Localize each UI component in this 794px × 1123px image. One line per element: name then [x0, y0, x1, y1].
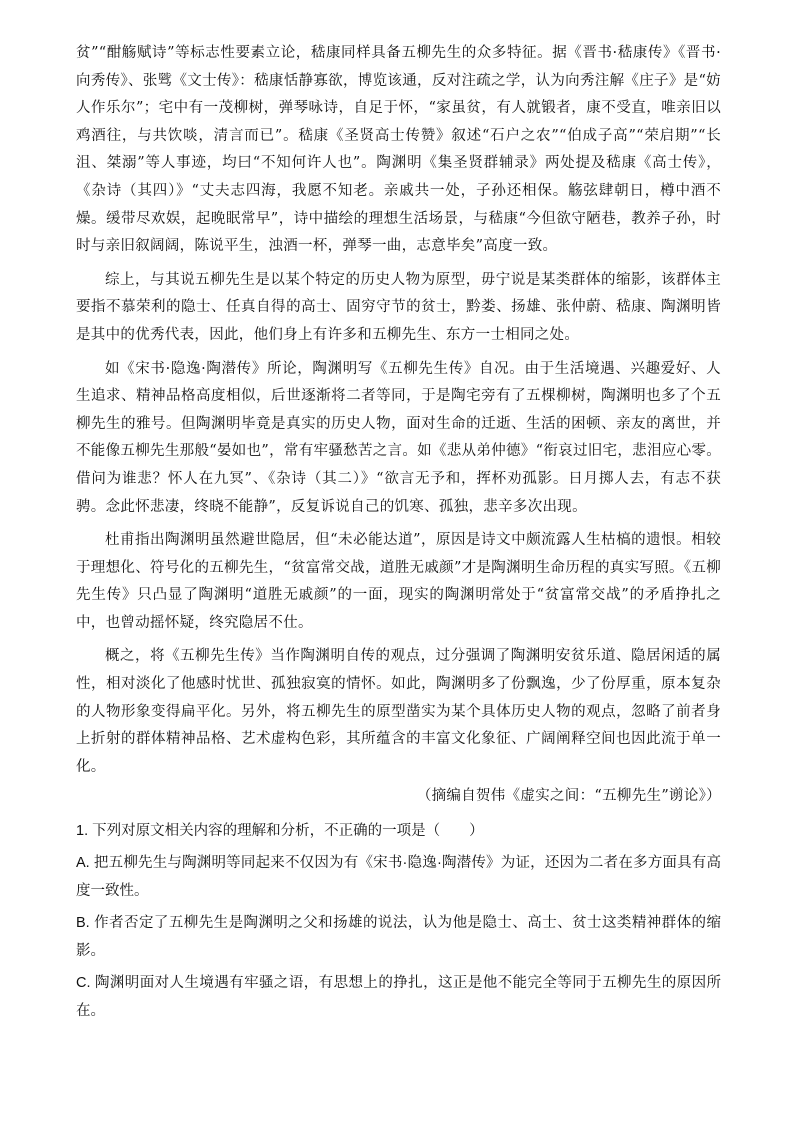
question-option-c: C. 陶渊明面对人生境遇有牢骚之语，有思想上的挣扎，这正是他不能完全等同于五柳先生的原因所在。	[76, 975, 721, 1020]
document-page	[76, 40, 721, 1025]
question-option-b: B. 作者否定了五柳先生是陶渊明之父和扬雄的说法，认为他是隐士、高士、贫士这类精神群体的缩影。	[76, 915, 721, 960]
article-paragraph-4: 杜甫指出陶渊明虽然避世隐居，但“未必能达道”，原因是诗文中颇流露人生枯槁的遗恨。相较于理想化、符号化的五柳先生，“贫富常交战，道胜无戚颜”才是陶渊明生命历程的真实写照。《五柳先生传》只凸显了陶渊明“道胜无戚颜”的一面，现实的陶渊明常处于“贫富常交战”的矛盾挣扎之中，也曾动摇怀疑，终究隐居不仕。	[76, 532, 721, 631]
article-paragraph-3: 如《宋书·隐逸·陶潜传》所论，陶渊明写《五柳先生传》自况。由于生活境遇、兴趣爱好、人生追求、精神品格高度相似，后世逐渐将二者等同，于是陶宅旁有了五棵柳树，陶渊明也多了个五柳先生的雅号。但陶渊明毕竟是真实的历史人物，面对生命的迁逝、生活的困顿、亲友的离世，并不能像五柳先生那般“晏如也”，常有牢骚愁苦之言。如《悲从弟仲德》“衔哀过旧宅，悲泪应心零。借问为谁悲？怀人在九冥”、《杂诗（其二）》“欲言无予和，挥杯劝孤影。日月掷人去，有志不获骋。念此怀悲凄，终晓不能静”，反复诉说自己的饥寒、孤独，悲辛多次出现。	[76, 360, 721, 515]
article-source-citation: （摘编自贺伟《虚实之间：“五柳先生”谫论》）	[416, 788, 721, 805]
question-stem: 1. 下列对原文相关内容的理解和分析，不正确的一项是（ ）	[76, 823, 484, 840]
article-paragraph-2: 综上，与其说五柳先生是以某个特定的历史人物为原型，毋宁说是某类群体的缩影，该群体主要指不慕荣利的隐士、任真自得的高士、固穷守节的贫士，黔娄、扬雄、张仲蔚、嵇康、陶渊明皆是其中的优秀代表，因此，他们身上有许多和五柳先生、东方一士相同之处。	[76, 271, 721, 343]
question-option-a: A. 把五柳先生与陶渊明等同起来不仅因为有《宋书·隐逸·陶潜传》为证，还因为二者在多方面具有高度一致性。	[76, 855, 721, 900]
article-paragraph-5: 概之，将《五柳先生传》当作陶渊明自传的观点，过分强调了陶渊明安贫乐道、隐居闲适的属性，相对淡化了他感时忧世、孤独寂寞的情怀。如此，陶渊明多了份飘逸，少了份厚重，原本复杂的人物形象变得扁平化。另外，将五柳先生的原型凿实为某个具体历史人物的观点，忽略了前者身上折射的群体精神品格、艺术虚构色彩，其所蕴含的丰富文化象征、广阔阐释空间也因此流于单一化。	[76, 648, 721, 775]
article-paragraph-1: 贫”“酣觞赋诗”等标志性要素立论，嵇康同样具备五柳先生的众多特征。据《晋书·嵇康传》《晋书·向秀传》、张骘《文士传》：嵇康恬静寡欲，博览该通，反对注疏之学，认为向秀注解《庄子》是“妨人作乐尔”；宅中有一茂柳树，弹琴咏诗，自足于怀，“家虽贫，有人就锻者，康不受直，唯亲旧以鸡酒往，与共饮啖，清言而已”。嵇康《圣贤高士传赞》叙述“石户之农”“伯成子高”“荣启期”“长沮、桀溺”等人事迹，均曰“不知何许人也”。陶渊明《集圣贤群辅录》两处提及嵇康《高士传》，《杂诗（其四）》“丈夫志四海，我愿不知老。亲戚共一处，子孙还相保。觞弦肆朝日，樽中酒不燥。缓带尽欢娱，起晚眠常早”，诗中描绘的理想生活场景，与嵇康“今但欲守陋巷，教养子孙，时时与亲旧叙阔阔，陈说平生，浊酒一杯，弹琴一曲，志意毕矣”高度一致。	[76, 45, 721, 255]
